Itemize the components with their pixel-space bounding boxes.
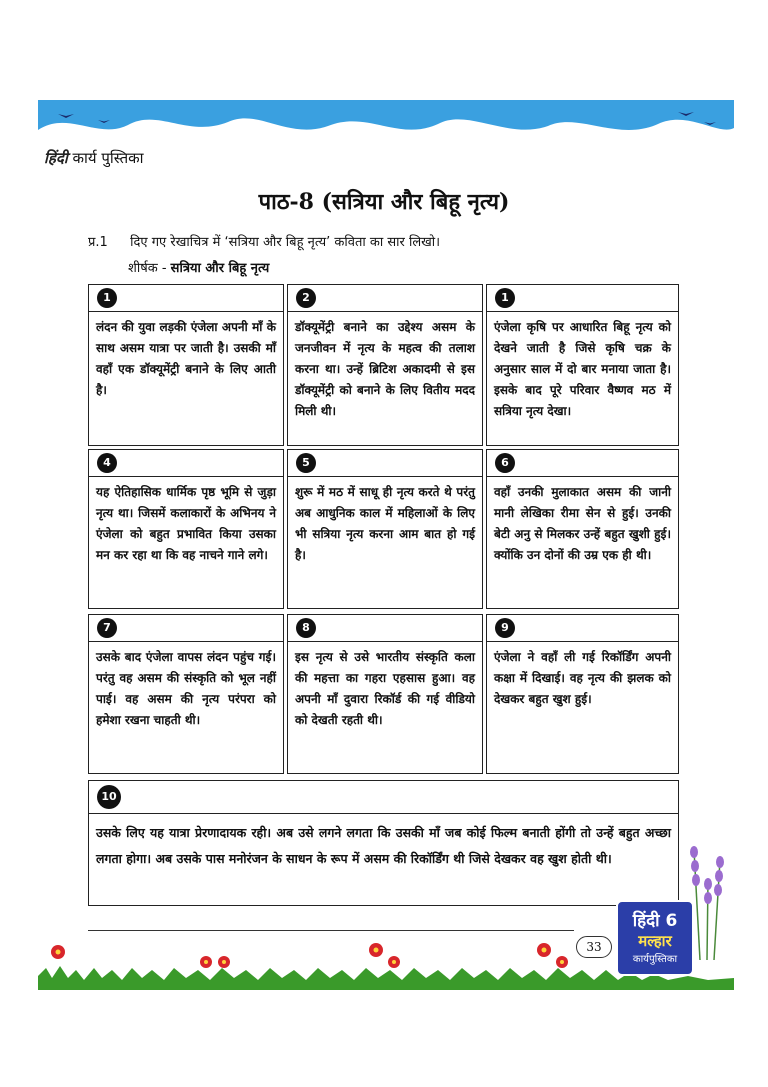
box-number-badge: 2 xyxy=(296,288,316,308)
question-text: दिए गए रेखाचित्र में ‘सत्रिया और बिहू नृत्य’ कविता का सार लिखो। xyxy=(130,235,441,250)
summary-box-5 xyxy=(287,449,483,609)
box-number-badge: 10 xyxy=(97,785,121,809)
summary-box-3 xyxy=(486,284,679,446)
box-text: उसके लिए यह यात्रा प्रेरणादायक रही। अब उसे लगने लगता कि उसकी माँ जब कोई फिल्म बनाती होंगी तो उन्हें बहुत अच्छा लगता होगा। अब उसके पास मनोरंजन के साधन के रूप में असम की रिकॉर्डिंग थी जिसे देखकर वह खुश होती थी। xyxy=(96,825,671,866)
box-text: लंदन की युवा लड़की एंजेला अपनी माँ के साथ असम यात्रा पर जाती है। उसकी माँ वहाँ एक डॉक्यूमेंट्री बनाने के लिए आती है। xyxy=(96,320,276,397)
logo-title: हिंदी 6 xyxy=(632,911,678,931)
box-number-badge: 5 xyxy=(296,453,316,473)
box-text: यह ऐतिहासिक धार्मिक पृष्ठ भूमि से जुड़ा नृत्य था। जिसमें कलाकारों के अभिनय ने एंजेला को बहुत प्रभावित किया उसका मन कर रहा था कि वह नाचने गाने लगे। xyxy=(96,485,276,562)
box-number-badge: 6 xyxy=(495,453,515,473)
box-number-badge: 1 xyxy=(97,288,117,308)
summary-box-6 xyxy=(486,449,679,609)
logo-caption: कार्यपुस्तिका xyxy=(632,954,678,965)
box-text: इस नृत्य से उसे भारतीय संस्कृति कला की महत्ता का गहरा एहसास हुआ। वह अपनी माँ दुवारा रिकॉर्ड की गई वीडियो को देखती रहती थी। xyxy=(295,650,475,727)
summary-box-8 xyxy=(287,614,483,774)
summary-box-9 xyxy=(486,614,679,774)
header-label: कार्य पुस्तिका xyxy=(72,149,144,167)
summary-box-4 xyxy=(88,449,284,609)
box-number-badge: 9 xyxy=(495,618,515,638)
logo-subtitle: मल्हार xyxy=(638,932,672,950)
sky-banner xyxy=(38,100,734,148)
book-logo xyxy=(616,900,694,976)
box-number-badge: 1 xyxy=(495,288,515,308)
box-text: शुरू में मठ में साधू ही नृत्य करते थे परंतु अब आधुनिक काल में महिलाओं के लिए भी सत्रिया नृत्य करना आम बात हो गई है। xyxy=(295,485,475,562)
summary-box-10 xyxy=(88,780,679,906)
box-number-badge: 8 xyxy=(296,618,316,638)
box-number-badge: 4 xyxy=(97,453,117,473)
question xyxy=(88,232,440,250)
summary-box-1 xyxy=(88,284,284,446)
page-number: 33 xyxy=(576,936,612,958)
header-brand: हिंदी xyxy=(44,149,68,167)
subject-line xyxy=(128,258,269,276)
box-text: एंजेला ने वहाँ ली गई रिकॉर्डिंग अपनी कक्षा में दिखाई। वह नृत्य की झलक को देखकर बहुत खुश हुई। xyxy=(494,650,671,706)
summary-box-7 xyxy=(88,614,284,774)
workbook-header xyxy=(44,148,144,168)
summary-box-2 xyxy=(287,284,483,446)
footer-rule xyxy=(88,930,574,931)
box-text: उसके बाद एंजेला वापस लंदन पहुंच गई। परंतु वह असम की संस्कृति को भूल नहीं पाई। वह असम की नृत्य परंपरा को हमेशा रखना चाहती थी। xyxy=(96,650,276,727)
subject-value: सत्रिया और बिहू नृत्य xyxy=(170,261,270,276)
box-text: वहाँ उनकी मुलाकात असम की जानी मानी लेखिका रीमा सेन से हुई। उनकी बेटी अनु से मिलकर उन्हें बहुत खुशी हुई। क्योंकि उन दोनों की उम्र एक ही थी। xyxy=(494,485,671,562)
subject-label: शीर्षक - xyxy=(128,261,167,276)
page-title: पाठ-8 (सत्रिया और बिहू नृत्य) xyxy=(258,189,510,215)
question-number: प्र.1 xyxy=(88,235,108,250)
box-number-badge: 7 xyxy=(97,618,117,638)
box-text: डॉक्यूमेंट्री बनाने का उद्देश्य असम के जनजीवन में नृत्य के महत्व की तलाश करना था। उन्हें ब्रिटिश अकादमी से इस डॉक्यूमेंट्री को बनाने के लिए वितीय मदद मिली थी। xyxy=(295,320,475,418)
box-text: एंजेला कृषि पर आधारित बिहू नृत्य को देखने जाती है जिसे कृषि चक्र के अनुसार साल में दो बार मनाया जाता है। इसके बाद पूरे परिवार वैष्णव मठ में सत्रिया नृत्य देखा। xyxy=(494,320,671,418)
